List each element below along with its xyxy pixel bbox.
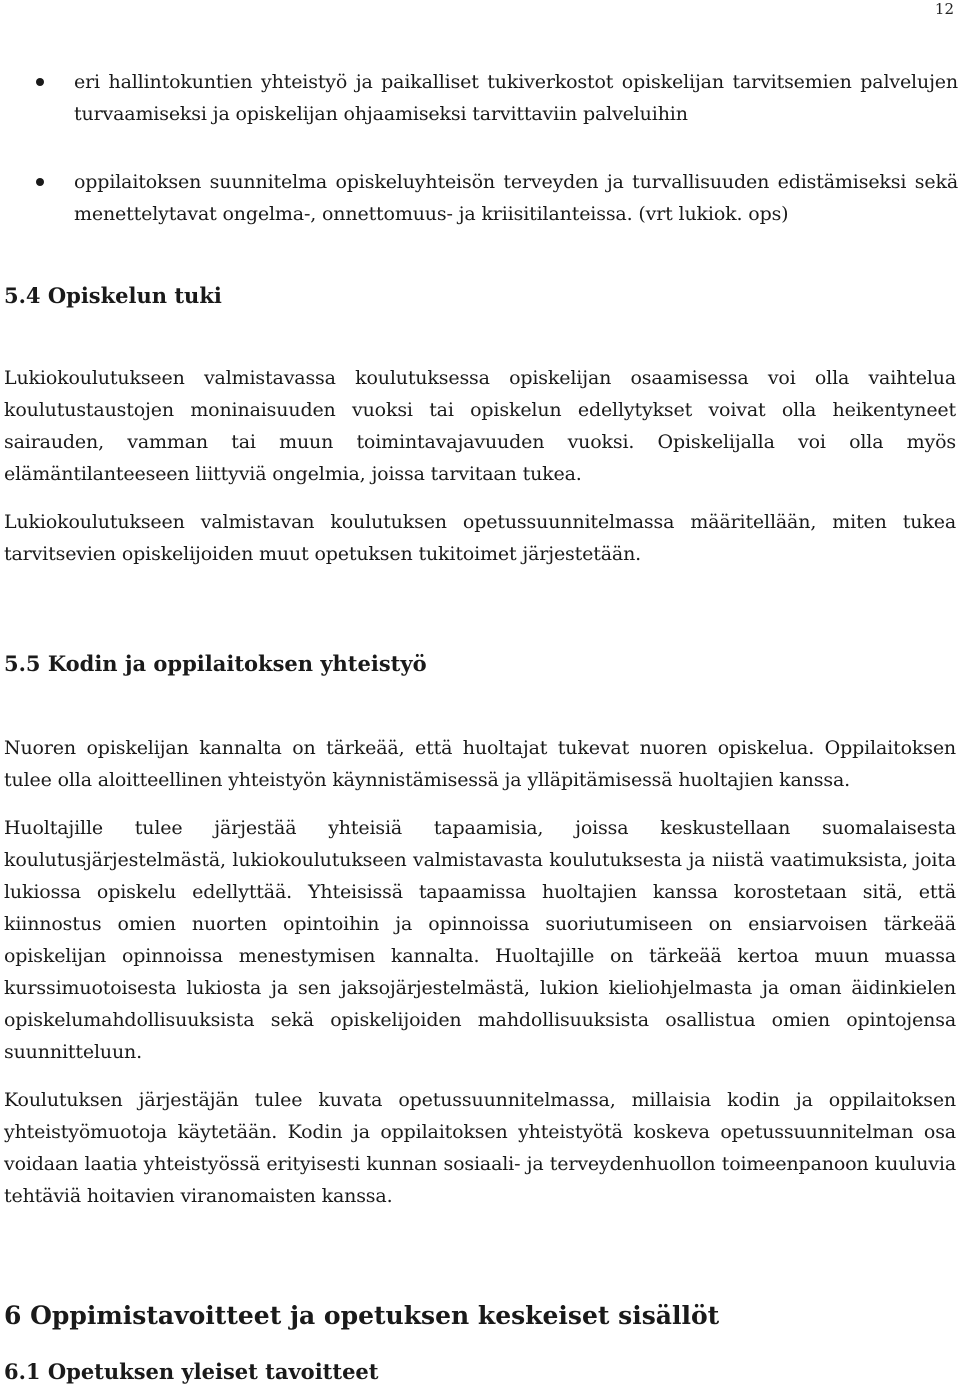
section-heading: 5.5 Kodin ja oppilaitoksen yhteistyö <box>4 651 427 676</box>
bullet-list <box>30 66 958 266</box>
section-5-5 <box>4 650 956 1212</box>
bullet-icon <box>36 78 44 86</box>
chapter-heading: 6 Oppimistavoitteet ja opetuksen keskeiset sisällöt <box>4 1301 720 1330</box>
list-item <box>30 66 958 130</box>
list-item-text: oppilaitoksen suunnitelma opiskeluyhteisön terveyden ja turvallisuuden edistämiseksi sekä menettelytavat ongelma-, onnettomuus- ja kriisitilanteissa. (vrt lukiok. ops) <box>74 171 958 225</box>
section-6-1 <box>4 1358 956 1386</box>
bullet-icon <box>36 178 44 186</box>
paragraph: Nuoren opiskelijan kannalta on tärkeää, että huoltajat tukevat nuoren opiskelua. Oppilaitoksen tulee olla aloitteellinen yhteistyön käynnistämisessä ja ylläpitämisessä huoltajien kanssa. <box>4 737 956 791</box>
paragraph: Koulutuksen järjestäjän tulee kuvata opetussuunnitelmassa, millaisia kodin ja oppilaitoksen yhteistyömuotoja käytetään. Kodin ja oppilaitoksen yhteistyötä koskeva opetussuunnitelman osa voidaan laatia yhteistyössä erityisesti kunnan sosiaali- ja terveydenhuollon toimeenpanoon kuuluvia tehtäviä hoitavien viranomaisten kanssa. <box>4 1089 956 1207</box>
section-6 <box>4 1300 956 1332</box>
section-heading: 6.1 Opetuksen yleiset tavoitteet <box>4 1359 379 1384</box>
section-5-4 <box>4 282 956 570</box>
list-item <box>30 166 958 230</box>
section-heading: 5.4 Opiskelun tuki <box>4 283 222 308</box>
paragraph: Lukiokoulutukseen valmistavassa koulutuksessa opiskelijan osaamisessa voi olla vaihtelua koulutustaustojen moninaisuuden vuoksi tai opiskelun edellytykset voivat olla heikentyneet sairauden, vamman tai muun toimintavajavuuden vuoksi. Opiskelijalla voi olla myös elämäntilanteeseen liittyviä ongelmia, joissa tarvitaan tukea. <box>4 367 956 485</box>
page-number: 12 <box>934 0 954 18</box>
list-item-text: eri hallintokuntien yhteistyö ja paikalliset tukiverkostot opiskelijan tarvitsemien palvelujen turvaamiseksi ja opiskelijan ohjaamiseksi tarvittaviin palveluihin <box>74 71 958 125</box>
paragraph: Huoltajille tulee järjestää yhteisiä tapaamisia, joissa keskustellaan suomalaisesta koulutusjärjestelmästä, lukiokoulutukseen valmistavasta koulutuksesta ja niistä vaatimuksista, joita lukiossa opiskelu edellyttää. Yhteisissä tapaamissa huoltajien kanssa korostetaan sitä, että kiinnostus omien nuorten opintoihin ja opinnoissa suoriutumiseen on ensiarvoisen tärkeää opiskelijan opinnoissa menestymisen kannalta. Huoltajille on tärkeää kertoa muun muassa kurssimuotoisesta lukiosta ja sen jaksojärjestelmästä, lukion kieliohjelmasta ja oman äidinkielen opiskelumahdollisuuksista sekä opiskelijoiden mahdollisuuksista osallistua omien opintojensa suunnitteluun. <box>4 817 956 1063</box>
paragraph: Lukiokoulutukseen valmistavan koulutuksen opetussuunnitelmassa määritellään, miten tukea tarvitsevien opiskelijoiden muut opetuksen tukitoimet järjestetään. <box>4 511 956 565</box>
